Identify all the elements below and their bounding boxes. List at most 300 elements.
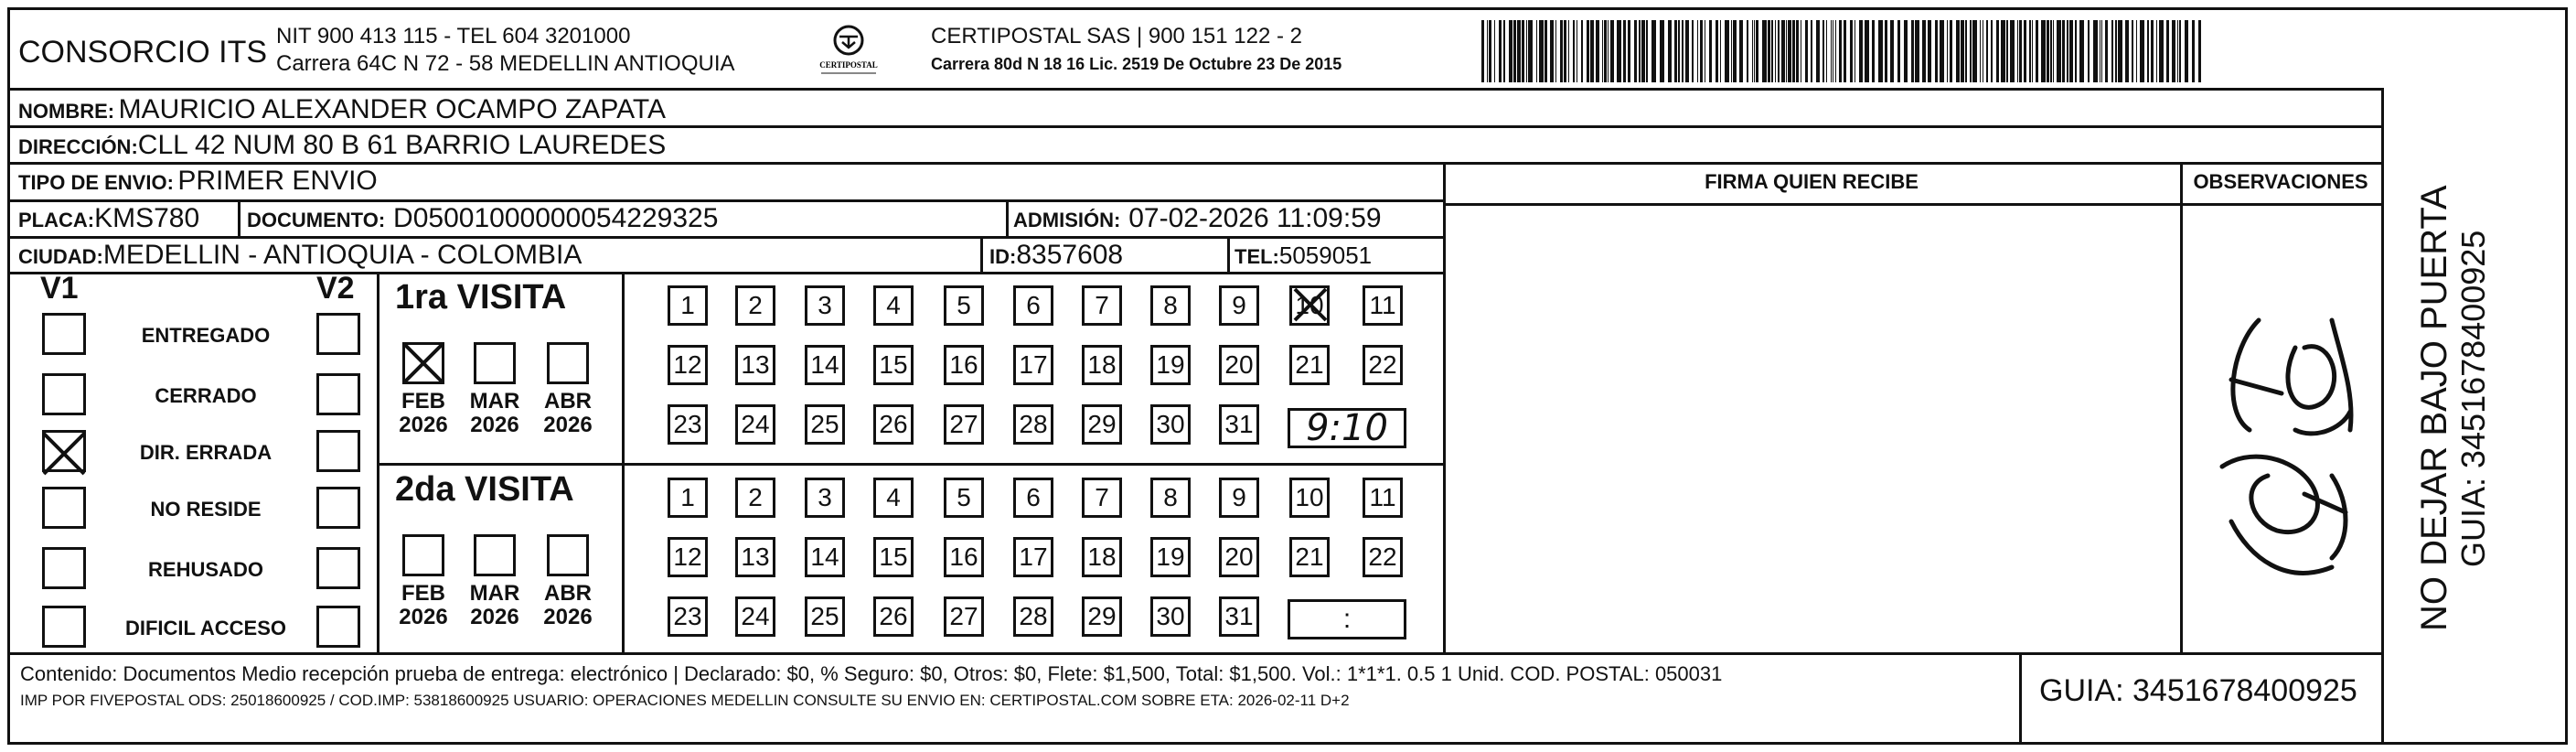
divider <box>2180 162 2183 652</box>
barcode-bar <box>1568 20 1569 82</box>
first-visit-month-year: 2026 <box>470 413 519 437</box>
barcode-bar <box>1733 20 1737 82</box>
barcode-bar <box>1526 20 1527 82</box>
barcode-bar <box>1811 20 1812 82</box>
direccion-row: DIRECCIÓN:CLL 42 NUM 80 B 61 BARRIO LAUREDES <box>18 130 667 160</box>
barcode-bar <box>1517 20 1521 82</box>
barcode-bar <box>1865 20 1869 82</box>
barcode-bar <box>2118 20 2122 82</box>
status-label: REHUSADO <box>148 558 263 581</box>
barcode-bar <box>1775 20 1776 82</box>
barcode-bar <box>1826 20 1827 82</box>
first-visit-month-year: 2026 <box>399 413 448 437</box>
barcode-bar <box>1928 20 1931 82</box>
barcode-bar <box>1961 20 1964 82</box>
second-visit-month-checkbox <box>474 534 516 576</box>
barcode-bar <box>1709 20 1712 82</box>
divider <box>7 652 2381 655</box>
barcode-bar <box>2036 20 2038 82</box>
barcode-bar <box>1947 20 1948 82</box>
barcode-bar <box>1610 20 1614 82</box>
v2-label: V2 <box>316 271 355 306</box>
company-address: Carrera 64C N 72 - 58 MEDELLIN ANTIOQUIA <box>276 51 735 76</box>
barcode-bar <box>2019 20 2022 82</box>
barcode-bar <box>1897 20 1900 82</box>
barcode-bar <box>2093 20 2098 82</box>
barcode-bar <box>1617 20 1621 82</box>
barcode-bar <box>1697 20 1698 82</box>
barcode-bar <box>2024 20 2026 82</box>
barcode-bar <box>2047 20 2049 82</box>
barcode-bar <box>2105 20 2108 82</box>
barcode-bar <box>1950 20 1952 82</box>
first-visit-day-box: 28 <box>1013 404 1053 445</box>
barcode-bar <box>1935 20 1938 82</box>
side-guia: GUIA: 3451678400925 <box>2454 230 2492 567</box>
first-visit-day-box: 7 <box>1082 285 1122 326</box>
barcode-bar <box>1581 20 1583 82</box>
divider <box>1227 236 1230 272</box>
barcode-bar <box>1503 20 1505 82</box>
barcode-bar <box>1970 20 1972 82</box>
second-visit-month-year: 2026 <box>399 605 448 629</box>
status-label: DIFICIL ACCESO <box>124 617 286 639</box>
barcode-bar <box>1602 20 1603 82</box>
barcode-bar <box>1674 20 1677 82</box>
first-visit-day-box: 16 <box>944 345 984 385</box>
barcode-bar <box>2001 20 2005 82</box>
barcode-bar <box>1878 20 1883 82</box>
first-visit-day-box: 13 <box>735 345 775 385</box>
first-visit-time: 9:10 <box>1288 408 1406 448</box>
second-visit-day-box: 20 <box>1219 537 1259 577</box>
barcode-bar <box>1986 20 1988 82</box>
first-visit-day-box: 14 <box>805 345 845 385</box>
second-visit-month-checkbox <box>402 534 444 576</box>
footer-contenido: Contenido: Documentos Medio recepción prueba de entrega: electrónico | Declarado: $0, % Seguro: $0, Otros: $0, Flete: $1,500, Total: $1,500. Vol.: 1*1*1. 0.5 1 Unid. COD. POSTAL: 050031 <box>20 662 1723 685</box>
status-v2-checkbox <box>316 313 360 355</box>
first-visit-day-box: 5 <box>944 285 984 326</box>
barcode-bar <box>1786 20 1787 82</box>
barcode-bar <box>1752 20 1753 82</box>
observaciones-header: OBSERVACIONES <box>2193 170 2368 193</box>
id-row: ID:8357608 <box>989 240 1124 270</box>
tel-value: 5059051 <box>1278 242 1373 269</box>
barcode-bar <box>1922 20 1926 82</box>
barcode-bar <box>2132 20 2133 82</box>
second-visit-day-box: 25 <box>805 596 845 637</box>
first-visit-day-box: 18 <box>1082 345 1122 385</box>
first-visit-day-box: 23 <box>668 404 708 445</box>
barcode-bar <box>2079 20 2084 82</box>
second-visit-day-box: 27 <box>944 596 984 637</box>
status-v2-checkbox <box>316 487 360 529</box>
first-visit-day-box: 11 <box>1363 285 1403 326</box>
first-visit-day-box: 1 <box>668 285 708 326</box>
barcode-bar <box>2050 20 2052 82</box>
barcode-bar <box>1768 20 1770 82</box>
barcode-bar <box>1940 20 1944 82</box>
barcode-bar <box>1489 20 1491 82</box>
barcode-bar <box>1859 20 1863 82</box>
barcode-bar <box>1831 20 1832 82</box>
barcode-bar <box>2172 20 2175 82</box>
barcode-bar <box>1872 20 1875 82</box>
status-label: CERRADO <box>155 384 257 407</box>
first-visit-month-label: MAR <box>469 389 520 414</box>
second-visit-title: 2da VISITA <box>395 470 574 509</box>
barcode-bar <box>1678 20 1680 82</box>
barcode-bar <box>1596 20 1599 82</box>
first-visit-month-label: FEB <box>401 389 445 414</box>
barcode-bar <box>1560 20 1563 82</box>
barcode-bar <box>2032 20 2033 82</box>
status-v1-checkbox <box>42 487 86 529</box>
second-visit-day-box: 5 <box>944 478 984 518</box>
barcode-bar <box>2147 20 2149 82</box>
barcode-bar <box>1965 20 1967 82</box>
admision-row: ADMISIÓN: 07-02-2026 11:09:59 <box>1013 203 1382 233</box>
first-visit-day-box: 24 <box>735 404 775 445</box>
barcode-bar <box>2192 20 2195 82</box>
status-v2-checkbox <box>316 430 360 472</box>
barcode-bar <box>2017 20 2018 82</box>
barcode-bar <box>1890 20 1894 82</box>
second-visit-day-box: 19 <box>1150 537 1191 577</box>
company-nit-tel: NIT 900 413 115 - TEL 604 3201000 <box>276 24 631 48</box>
first-visit-day-box: 4 <box>873 285 914 326</box>
second-visit-day-box: 26 <box>873 596 914 637</box>
second-visit-month-label: ABR <box>544 581 592 606</box>
first-visit-day-box: 15 <box>873 345 914 385</box>
barcode-bar <box>2029 20 2031 82</box>
placa-value: KMS780 <box>94 203 200 233</box>
second-visit-day-box: 8 <box>1150 478 1191 518</box>
first-visit-month-checkbox <box>474 342 516 384</box>
barcode-bar <box>1904 20 1908 82</box>
barcode-bar <box>2111 20 2113 82</box>
barcode-bar <box>1685 20 1689 82</box>
logo-text: CERTIPOSTAL <box>819 60 878 70</box>
first-visit-day-box: 2 <box>735 285 775 326</box>
second-visit-day-box: 3 <box>805 478 845 518</box>
footer-guia: GUIA: 3451678400925 <box>2039 673 2357 708</box>
divider <box>2381 88 2384 745</box>
status-v1-checkbox <box>42 547 86 589</box>
handwritten-signature-icon <box>2195 293 2368 604</box>
barcode-bar <box>1756 20 1758 82</box>
x-mark-icon <box>40 430 88 478</box>
barcode-bar <box>2198 20 2201 82</box>
second-visit-month-checkbox <box>547 534 589 576</box>
first-visit-day-box: 25 <box>805 404 845 445</box>
divider <box>1006 199 1009 236</box>
second-visit-day-box: 14 <box>805 537 845 577</box>
divider <box>622 272 625 652</box>
barcode-bar <box>1792 20 1795 82</box>
divider <box>7 199 1443 202</box>
divider <box>1443 162 1446 652</box>
no-dejar-bajo-puerta: NO DEJAR BAJO PUERTA <box>2414 185 2454 631</box>
barcode-bar <box>1651 20 1656 82</box>
ciudad-row: CIUDAD:MEDELLIN - ANTIOQUIA - COLOMBIA <box>18 240 583 270</box>
barcode-bar <box>1739 20 1743 82</box>
barcode-bar <box>1590 20 1594 82</box>
barcode-bar <box>2159 20 2164 82</box>
barcode-bar <box>2101 20 2102 82</box>
barcode-bar <box>1509 20 1512 82</box>
first-visit-month-label: ABR <box>544 389 592 414</box>
second-visit-month-label: MAR <box>469 581 520 606</box>
barcode-bar <box>1682 20 1683 82</box>
direccion-value: CLL 42 NUM 80 B 61 BARRIO LAUREDES <box>137 130 667 160</box>
divider <box>7 272 1443 274</box>
first-visit-month-checkbox <box>547 342 589 384</box>
second-visit-day-box: 16 <box>944 537 984 577</box>
x-mark-icon <box>401 340 446 386</box>
barcode-bar <box>1835 20 1836 82</box>
second-visit-day-box: 4 <box>873 478 914 518</box>
second-visit-month-year: 2026 <box>470 605 519 629</box>
barcode-bar <box>2067 20 2068 82</box>
first-visit-day-box: 10 <box>1289 285 1330 326</box>
barcode-bar <box>1639 20 1641 82</box>
barcode-bar <box>2006 20 2008 82</box>
barcode-bar <box>1487 20 1488 82</box>
admision-value: 07-02-2026 11:09:59 <box>1128 203 1382 233</box>
firma-header: FIRMA QUIEN RECIBE <box>1705 170 1919 193</box>
status-label: NO RESIDE <box>150 498 262 521</box>
status-v2-checkbox <box>316 373 360 415</box>
footer-imp: IMP POR FIVEPOSTAL ODS: 25018600925 / COD.IMP: 53818600925 USUARIO: OPERACIONES MEDELLIN CONSULTE SU ENVIO EN: CERTIPOSTAL.COM SOBRE ETA: 2026-02-11 D+2 <box>20 692 1350 709</box>
barcode-bar <box>1536 20 1537 82</box>
barcode-bar <box>2069 20 2073 82</box>
barcode-bar <box>1623 20 1626 82</box>
divider <box>1443 203 2381 206</box>
barcode-bar <box>1522 20 1524 82</box>
barcode-bar <box>1788 20 1791 82</box>
barcode-bar <box>1996 20 1999 82</box>
barcode-bar <box>1692 20 1694 82</box>
barcode-bar <box>1816 20 1820 82</box>
barcode-bar <box>2075 20 2077 82</box>
barcode-bar <box>2041 20 2046 82</box>
first-visit-day-box: 19 <box>1150 345 1191 385</box>
second-visit-day-box: 29 <box>1082 596 1122 637</box>
status-v2-checkbox <box>316 547 360 589</box>
barcode-icon <box>1481 20 2204 82</box>
second-visit-day-box: 17 <box>1013 537 1053 577</box>
status-label: ENTREGADO <box>141 324 271 347</box>
barcode-bar <box>2166 20 2169 82</box>
nombre-value: MAURICIO ALEXANDER OCAMPO ZAPATA <box>118 94 666 124</box>
second-visit-day-box: 24 <box>735 596 775 637</box>
second-visit-day-box: 7 <box>1082 478 1122 518</box>
second-visit-day-box: 6 <box>1013 478 1053 518</box>
barcode-bar <box>2010 20 2015 82</box>
barcode-bar <box>1513 20 1516 82</box>
second-visit-time: : <box>1288 599 1406 639</box>
barcode-bar <box>1499 20 1502 82</box>
barcode-bar <box>1608 20 1609 82</box>
placa-row: PLACA:KMS780 <box>18 203 200 233</box>
second-visit-month-label: FEB <box>401 581 445 606</box>
v1-label: V1 <box>40 271 79 306</box>
second-visit-day-box: 10 <box>1289 478 1330 518</box>
barcode-bar <box>1641 20 1645 82</box>
barcode-bar <box>2125 20 2129 82</box>
barcode-bar <box>2057 20 2061 82</box>
barcode-bar <box>1839 20 1842 82</box>
company-name: CONSORCIO ITS <box>18 35 268 70</box>
first-visit-day-box: 22 <box>1363 345 1403 385</box>
barcode-bar <box>1956 20 1960 82</box>
barcode-bar <box>1716 20 1718 82</box>
divider <box>238 199 240 236</box>
second-visit-day-box: 12 <box>668 537 708 577</box>
barcode-bar <box>1481 20 1484 82</box>
first-visit-day-box: 12 <box>668 345 708 385</box>
second-visit-day-box: 13 <box>735 537 775 577</box>
barcode-bar <box>1720 20 1721 82</box>
second-visit-day-box: 30 <box>1150 596 1191 637</box>
barcode-bar <box>1850 20 1853 82</box>
second-visit-day-box: 31 <box>1219 596 1259 637</box>
barcode-bar <box>1668 20 1672 82</box>
barcode-bar <box>2179 20 2181 82</box>
divider <box>7 88 2381 91</box>
second-visit-month-year: 2026 <box>543 605 593 629</box>
ciudad-value: MEDELLIN - ANTIOQUIA - COLOMBIA <box>102 240 583 270</box>
barcode-bar <box>2177 20 2178 82</box>
barcode-bar <box>1528 20 1533 82</box>
first-visit-day-box: 27 <box>944 404 984 445</box>
barcode-bar <box>1972 20 1977 82</box>
barcode-bar <box>2156 20 2157 82</box>
barcode-bar <box>1754 20 1755 82</box>
tipo-envio-row: TIPO DE ENVIO: PRIMER ENVIO <box>18 166 378 196</box>
first-visit-day-box: 9 <box>1219 285 1259 326</box>
documento-row: DOCUMENTO: D05001000000054229325 <box>247 203 719 233</box>
barcode-bar <box>1555 20 1556 82</box>
barcode-bar <box>2136 20 2137 82</box>
barcode-bar <box>1634 20 1637 82</box>
second-visit-day-box: 9 <box>1219 478 1259 518</box>
certipostal-address: Carrera 80d N 18 16 Lic. 2519 De Octubre 23 De 2015 <box>931 55 1342 73</box>
nombre-row: NOMBRE: MAURICIO ALEXANDER OCAMPO ZAPATA <box>18 94 666 124</box>
second-visit-day-box: 22 <box>1363 537 1403 577</box>
certipostal-logo-icon <box>812 22 885 77</box>
barcode-bar <box>1494 20 1495 82</box>
documento-value: D05001000000054229325 <box>393 203 719 233</box>
barcode-bar <box>2088 20 2090 82</box>
barcode-bar <box>1725 20 1729 82</box>
barcode-bar <box>1911 20 1914 82</box>
barcode-bar <box>2185 20 2188 82</box>
barcode-bar <box>1731 20 1732 82</box>
second-visit-day-box: 1 <box>668 478 708 518</box>
status-v1-checkbox <box>42 373 86 415</box>
first-visit-day-box: 30 <box>1150 404 1191 445</box>
second-visit-day-box: 15 <box>873 537 914 577</box>
divider <box>2019 652 2022 745</box>
barcode-bar <box>1545 20 1547 82</box>
divider <box>377 463 1443 466</box>
first-visit-day-box: 29 <box>1082 404 1122 445</box>
barcode-bar <box>2151 20 2154 82</box>
divider <box>7 162 2381 165</box>
second-visit-day-box: 21 <box>1289 537 1330 577</box>
first-visit-month-year: 2026 <box>543 413 593 437</box>
barcode-bar <box>1771 20 1773 82</box>
barcode-bar <box>1573 20 1575 82</box>
barcode-bar <box>1844 20 1846 82</box>
status-v2-checkbox <box>316 606 360 648</box>
barcode-bar <box>1628 20 1630 82</box>
barcode-bar <box>1646 20 1648 82</box>
first-visit-title: 1ra VISITA <box>395 278 567 317</box>
barcode-bar <box>1564 20 1566 82</box>
first-visit-day-box: 6 <box>1013 285 1053 326</box>
barcode-bar <box>1604 20 1607 82</box>
divider <box>980 236 983 272</box>
first-visit-day-box: 26 <box>873 404 914 445</box>
barcode-bar <box>2115 20 2117 82</box>
barcode-bar <box>1747 20 1748 82</box>
barcode-bar <box>1885 20 1887 82</box>
certipostal-name: CERTIPOSTAL SAS | 900 151 122 - 2 <box>931 24 1302 48</box>
barcode-bar <box>1550 20 1554 82</box>
tipo-envio-value: PRIMER ENVIO <box>177 166 378 196</box>
divider <box>377 272 379 652</box>
second-visit-day-box: 28 <box>1013 596 1053 637</box>
barcode-bar <box>1660 20 1664 82</box>
second-visit-day-box: 2 <box>735 478 775 518</box>
barcode-bar <box>1762 20 1767 82</box>
barcode-bar <box>1778 20 1780 82</box>
id-value: 8357608 <box>1016 240 1124 270</box>
second-visit-day-box: 11 <box>1363 478 1403 518</box>
x-mark-icon <box>1291 285 1330 324</box>
first-visit-day-box: 17 <box>1013 345 1053 385</box>
barcode-bar <box>1587 20 1589 82</box>
barcode-bar <box>2140 20 2144 82</box>
tel-row: TEL:5059051 <box>1235 242 1373 269</box>
second-visit-day-box: 18 <box>1082 537 1122 577</box>
status-v1-checkbox <box>42 313 86 355</box>
divider <box>7 125 2381 128</box>
first-visit-day-box: 20 <box>1219 345 1259 385</box>
barcode-bar <box>1700 20 1703 82</box>
first-visit-day-box: 21 <box>1289 345 1330 385</box>
status-label: DIR. ERRADA <box>139 441 273 464</box>
barcode-bar <box>2062 20 2065 82</box>
barcode-bar <box>1915 20 1919 82</box>
status-v1-checkbox <box>42 606 86 648</box>
barcode-bar <box>1980 20 1981 82</box>
barcode-bar <box>1822 20 1824 82</box>
barcode-bar <box>1781 20 1785 82</box>
barcode-bar <box>1796 20 1799 82</box>
barcode-bar <box>1805 20 1808 82</box>
barcode-bar <box>2053 20 2054 82</box>
barcode-bar <box>1539 20 1544 82</box>
first-visit-day-box: 31 <box>1219 404 1259 445</box>
second-visit-day-box: 23 <box>668 596 708 637</box>
first-visit-day-box: 3 <box>805 285 845 326</box>
first-visit-day-box: 8 <box>1150 285 1191 326</box>
barcode-bar <box>1991 20 1993 82</box>
